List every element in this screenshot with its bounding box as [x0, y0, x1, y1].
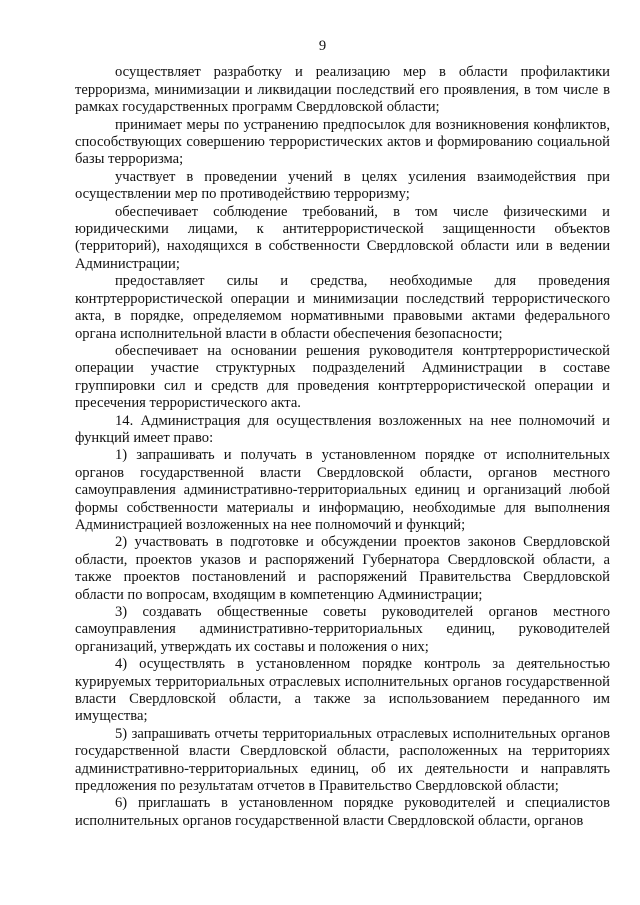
- paragraph: 4) осуществлять в установленном порядке контроль за деятельностью курируемых территориальных отраслевых исполнительных органов государственной власти Свердловской области, а также за использованием переданного им имущества;: [75, 656, 610, 725]
- page-number: 9: [318, 38, 327, 54]
- paragraph: обеспечивает соблюдение требований, в том числе физическими и юридическими лицами, к антитеррористической защищенности объектов (территорий), находящихся в собственности Свердловской области или в ведении Администрации;: [75, 203, 610, 272]
- paragraph: 14. Администрация для осуществления возложенных на нее полномочий и функций имеет право:: [75, 412, 610, 446]
- paragraph: осуществляет разработку и реализацию мер в области профилактики терроризма, минимизации и ликвидации последствий его проявления, в том числе в рамках государственных программ Свердловской области;: [75, 64, 610, 116]
- paragraph: 2) участвовать в подготовке и обсуждении проектов законов Свердловской области, проектов указов и распоряжений Губернатора Свердловской области, а также проектов постановлений и распоряжений Правительства Свердловской области по вопросам, входящим в компетенцию Администрации;: [75, 534, 610, 603]
- paragraph: принимает меры по устранению предпосылок для возникновения конфликтов, способствующих совершению террористических актов и формированию социальной базы терроризма;: [75, 116, 610, 168]
- paragraph: 5) запрашивать отчеты территориальных отраслевых исполнительных органов государственной власти Свердловской области, расположенных на территориях административно-территориальных единиц, об их деятельности и направлять предложения по результатам отчетов в Правительство Свердловской области;: [75, 725, 610, 795]
- paragraph: участвует в проведении учений в целях усиления взаимодействия при осуществлении мер по противодействию терроризму;: [75, 168, 610, 203]
- paragraph: предоставляет силы и средства, необходимые для проведения контртеррористической операции и минимизации последствий террористического акта, в порядке, определяемом нормативными правовыми актами федерального органа исполнительной власти в области обеспечения безопасности;: [75, 273, 610, 342]
- paragraph: обеспечивает на основании решения руководителя контртеррористической операции участие структурных подразделений Администрации в составе группировки сил и средств для проведения контртеррористической операции и пресечения террористического акта.: [75, 342, 610, 412]
- paragraph: 1) запрашивать и получать в установленном порядке от исполнительных органов государственной власти Свердловской области, органов местного самоуправления административно-территориальных единиц и организаций любой формы собственности материалы и информацию, необходимые для выполнения Администрацией возложенных на нее полномочий и функций;: [75, 447, 610, 533]
- paragraph: 3) создавать общественные советы руководителей органов местного самоуправления административно-территориальных единиц, руководителей организаций, утверждать их составы и положения о них;: [75, 604, 610, 655]
- paragraph: 6) приглашать в установленном порядке руководителей и специалистов исполнительных органов государственной власти Свердловской области, органов: [75, 795, 610, 829]
